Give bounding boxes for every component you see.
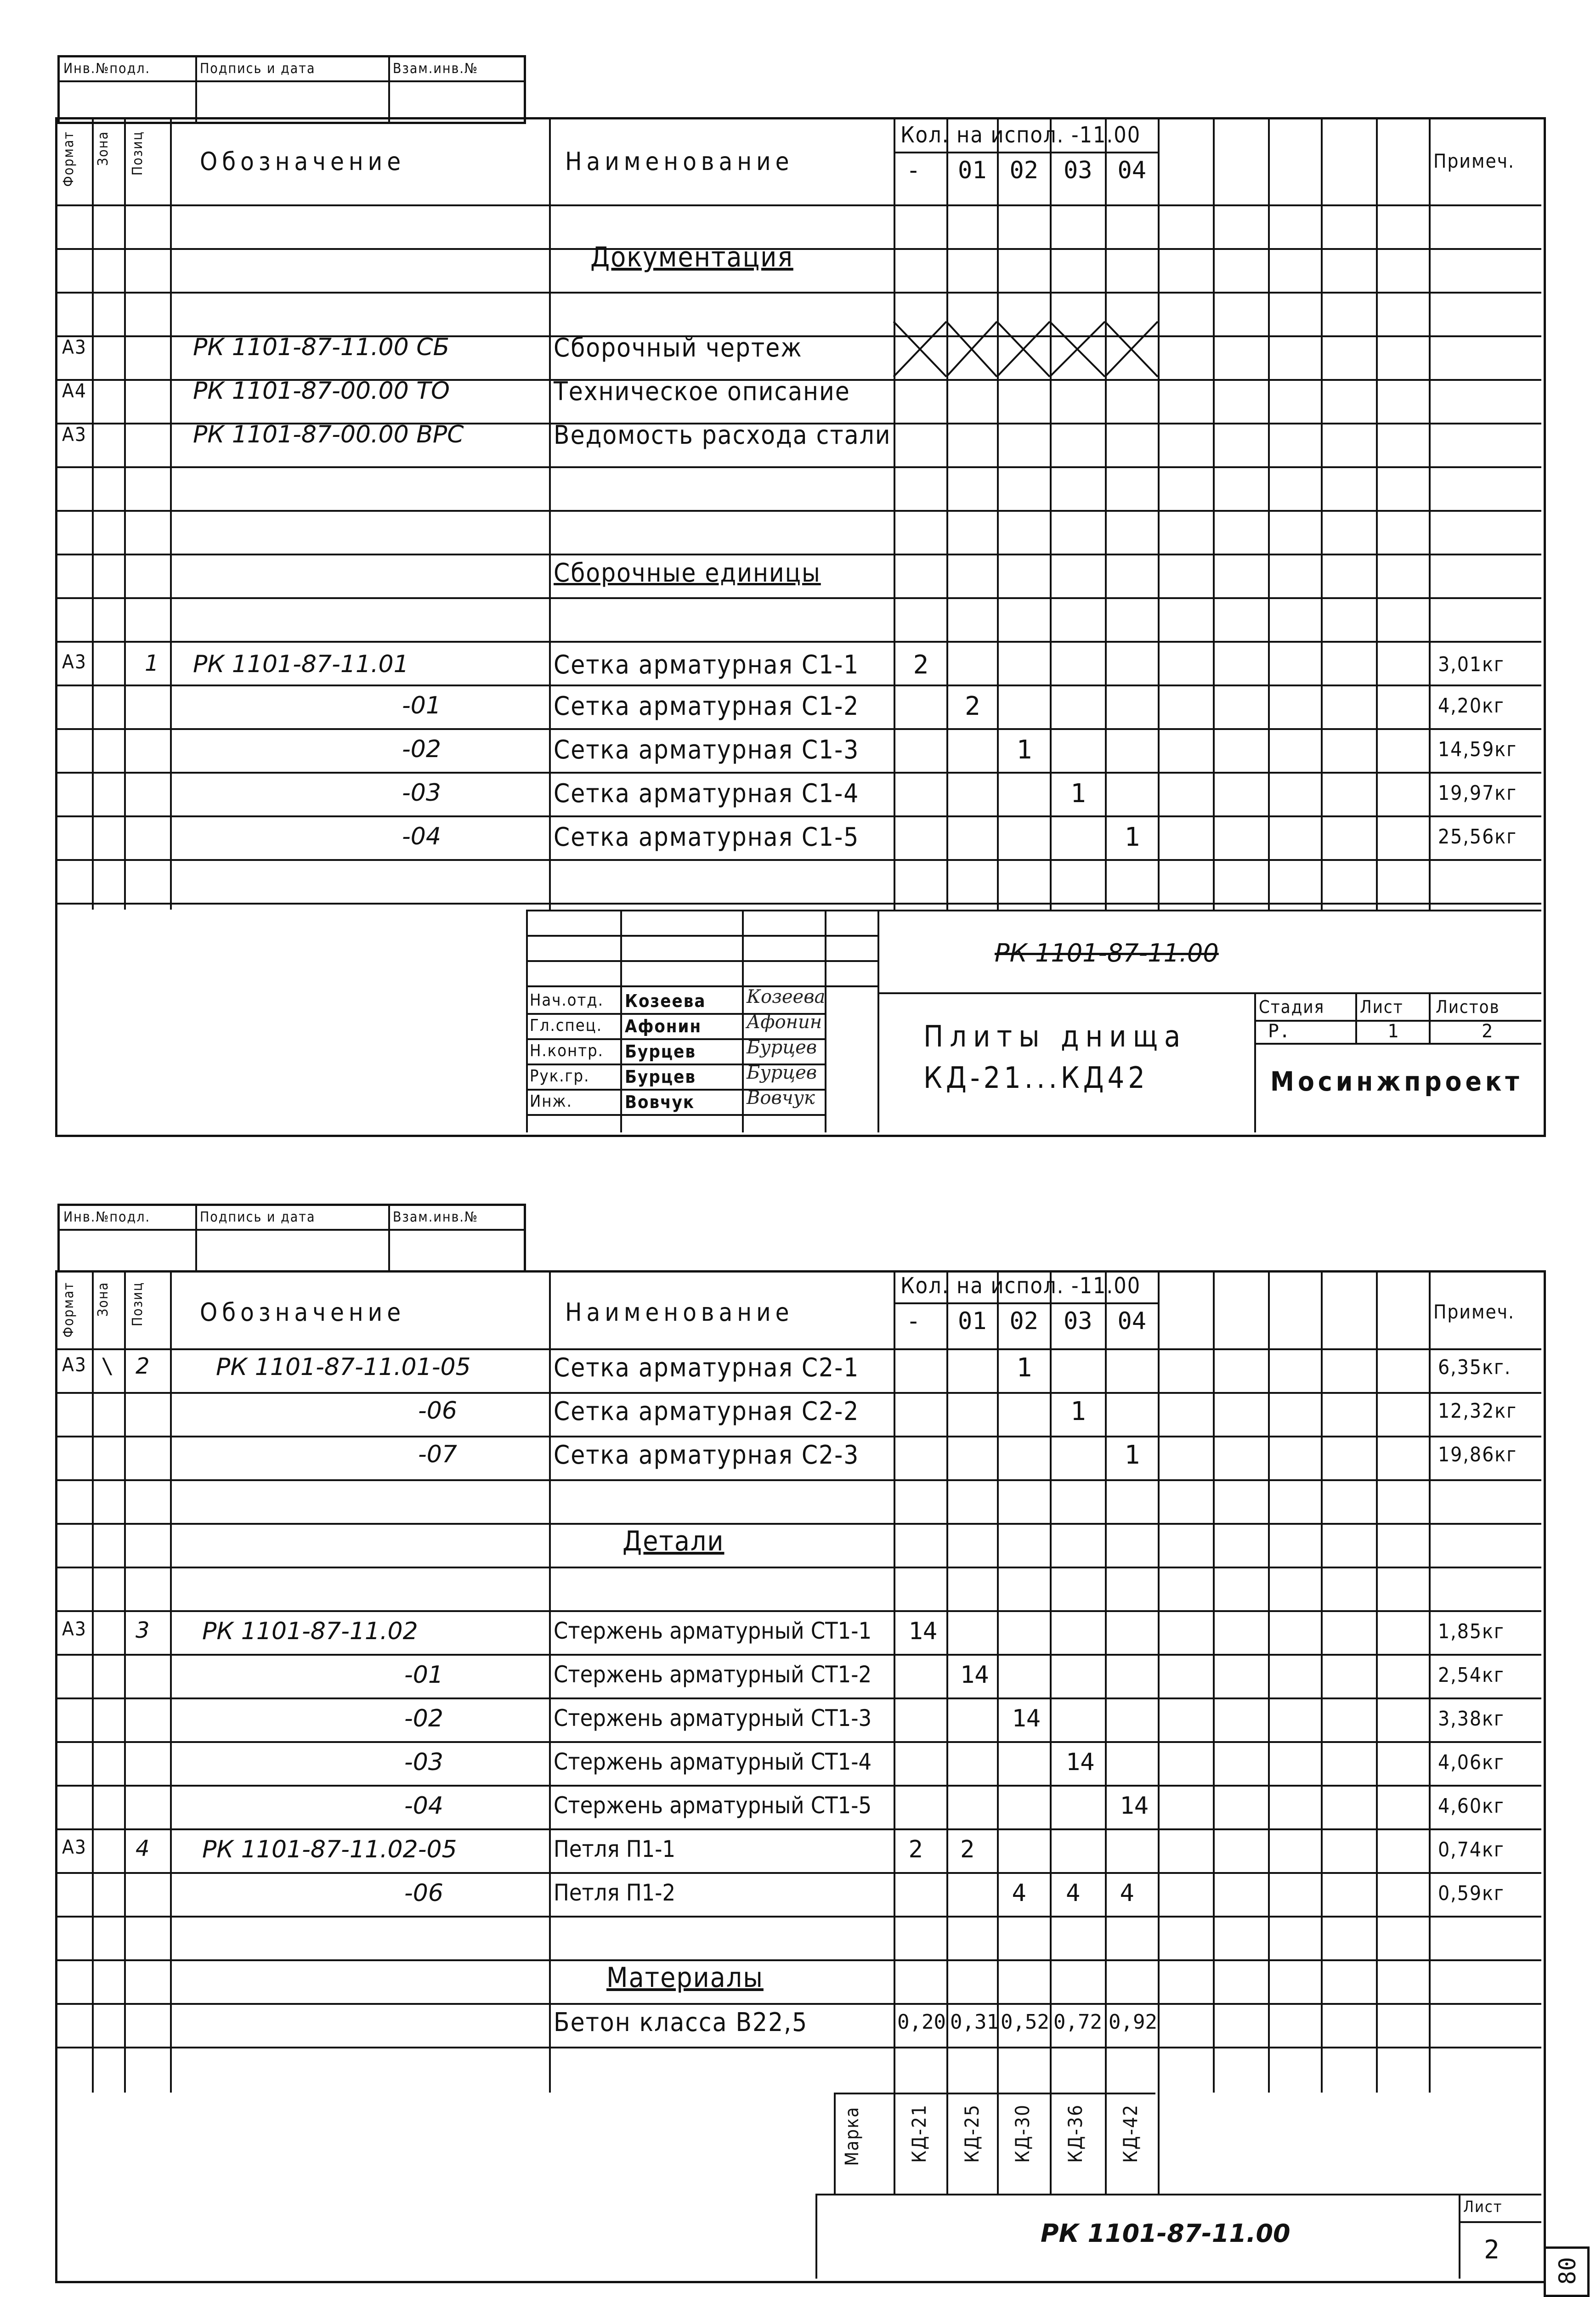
unit-poz: 2 bbox=[136, 1353, 150, 1379]
unit-note: 3,01кг bbox=[1438, 653, 1505, 676]
unit-naim: Сетка арматурная С1-1 bbox=[554, 650, 860, 680]
grid-rule-h bbox=[55, 1348, 1541, 1350]
material-qty: 0,31 bbox=[950, 2010, 999, 2034]
grid-rule-h bbox=[55, 1828, 1541, 1830]
grid-rule-h bbox=[55, 685, 1541, 686]
header-kol-col: 01 bbox=[958, 1307, 987, 1335]
approval-stamp-2 bbox=[57, 1204, 526, 1273]
doc-naim: Ведомость расхода стали bbox=[554, 420, 891, 450]
crossed-cells bbox=[0, 0, 1596, 413]
marka-value: КД-21 bbox=[908, 2104, 930, 2163]
unit-qty: 2 bbox=[913, 650, 929, 680]
unit-note: 25,56кг bbox=[1438, 825, 1517, 849]
grid-rule-h bbox=[55, 1610, 1541, 1612]
unit-oboz: -06 bbox=[418, 1397, 457, 1425]
unit-note: 4,20кг bbox=[1438, 694, 1505, 718]
sheets-value: 2 bbox=[1482, 1021, 1493, 1042]
signature-mark: Бурцев bbox=[747, 1037, 817, 1058]
detail-naim: Стержень арматурный СТ1-4 bbox=[554, 1748, 872, 1775]
grid-rule-h bbox=[55, 1654, 1541, 1656]
grid-rule-h bbox=[55, 2047, 1541, 2048]
unit-format: А3 bbox=[62, 651, 87, 673]
unit-naim: Сетка арматурная С1-5 bbox=[554, 822, 860, 852]
signatory-role: Инж. bbox=[530, 1092, 572, 1111]
section-materials: Материалы bbox=[606, 1962, 764, 1994]
grid-rule-v bbox=[1158, 2093, 1160, 2194]
header-naim: Наименование bbox=[565, 1298, 794, 1327]
material-qty: 0,92 bbox=[1109, 2010, 1157, 2034]
detail-qty: 2 bbox=[960, 1836, 975, 1863]
unit-oboz: -03 bbox=[402, 779, 441, 807]
material-qty: 0,72 bbox=[1053, 2010, 1102, 2034]
grid-rule-h bbox=[55, 772, 1541, 774]
unit-note: 12,32кг bbox=[1438, 1399, 1517, 1423]
grid-rule-h bbox=[55, 1916, 1541, 1918]
header-kol-col: 02 bbox=[1009, 1307, 1039, 1335]
title-doc-number: РК 1101-87-11.00 bbox=[995, 939, 1219, 967]
detail-format: А3 bbox=[62, 1836, 87, 1858]
grid-rule-v bbox=[1105, 2093, 1107, 2194]
unit-note: 6,35кг. bbox=[1438, 1356, 1511, 1379]
unit-qty: 1 bbox=[1070, 779, 1086, 809]
header-kol-col: - bbox=[906, 157, 921, 184]
grid-rule-h bbox=[55, 1785, 1541, 1787]
header-poz: Позиц bbox=[130, 131, 146, 176]
unit-qty: 1 bbox=[1124, 822, 1140, 852]
grid-rule-h bbox=[55, 466, 1541, 468]
detail-oboz: -06 bbox=[404, 1879, 443, 1907]
unit-naim: Сетка арматурная С1-4 bbox=[554, 779, 860, 809]
header-format: Формат bbox=[61, 1282, 77, 1338]
grid-rule-h bbox=[55, 597, 1541, 599]
sheet2-doc-number: РК 1101-87-11.00 bbox=[1041, 2219, 1290, 2248]
grid-rule-h bbox=[55, 1567, 1541, 1568]
grid-rule-h bbox=[55, 1523, 1541, 1525]
header-oboz: Обозначение bbox=[200, 1298, 406, 1327]
grid-rule-h bbox=[55, 2003, 1541, 2005]
signatory-role: Н.контр. bbox=[530, 1041, 604, 1060]
header-zona: Зона bbox=[95, 131, 111, 166]
approval-inv-label-2: Инв.№подл. bbox=[63, 1209, 151, 1225]
grid-rule-v bbox=[997, 2093, 999, 2194]
signature-mark: Афонин bbox=[747, 1012, 822, 1033]
unit-naim: Сетка арматурная С2-1 bbox=[554, 1353, 860, 1383]
marka-label: Марка bbox=[842, 2106, 863, 2166]
detail-note: 4,60кг bbox=[1438, 1794, 1505, 1818]
unit-note: 19,97кг bbox=[1438, 781, 1517, 805]
detail-note: 3,38кг bbox=[1438, 1707, 1505, 1731]
detail-format: А3 bbox=[62, 1618, 87, 1640]
detail-oboz: -03 bbox=[404, 1748, 443, 1776]
section-units: Сборочные единицы bbox=[554, 558, 821, 588]
detail-oboz: -01 bbox=[404, 1661, 443, 1689]
detail-oboz: РК 1101-87-11.02-05 bbox=[202, 1836, 457, 1863]
unit-oboz: РК 1101-87-11.01 bbox=[193, 651, 409, 678]
grid-rule-h bbox=[55, 859, 1541, 861]
detail-qty: 14 bbox=[1120, 1792, 1149, 1820]
marka-value: КД-42 bbox=[1119, 2104, 1142, 2163]
page-mark-value: 80 bbox=[1554, 2257, 1581, 2285]
material-naim: Бетон класса В22,5 bbox=[554, 2008, 808, 2037]
detail-note: 1,85кг bbox=[1438, 1620, 1505, 1643]
grid-rule-h bbox=[55, 510, 1541, 512]
header-kol-col: 03 bbox=[1064, 1307, 1092, 1335]
detail-qty: 4 bbox=[1012, 1879, 1026, 1907]
header-naim: Наименование bbox=[565, 147, 794, 176]
grid-rule-h bbox=[55, 554, 1541, 555]
unit-naim: Сетка арматурная С1-3 bbox=[554, 735, 860, 765]
doc-format: А4 bbox=[62, 379, 87, 402]
section-docs: Документация bbox=[590, 241, 793, 273]
marka-value: КД-30 bbox=[1011, 2104, 1034, 2163]
grid-rule-h bbox=[55, 1872, 1541, 1874]
grid-rule-h bbox=[526, 1114, 825, 1116]
approval-inv-label: Инв.№подл. bbox=[63, 61, 151, 77]
header-kol-col: 02 bbox=[1009, 157, 1039, 184]
doc-naim: Сборочный чертеж bbox=[554, 333, 803, 363]
doc-oboz: РК 1101-87-00.00 ТО bbox=[193, 377, 450, 405]
header-primech: Примеч. bbox=[1433, 150, 1515, 172]
unit-zona: \ bbox=[101, 1353, 114, 1378]
grid-rule-h bbox=[55, 903, 1541, 905]
unit-qty: 2 bbox=[965, 691, 980, 721]
stage-value: Р. bbox=[1268, 1021, 1290, 1042]
unit-qty: 1 bbox=[1016, 735, 1032, 765]
detail-poz: 4 bbox=[136, 1836, 150, 1861]
detail-note: 0,74кг bbox=[1438, 1838, 1505, 1861]
sheet2-sheet-label: Лист bbox=[1463, 2198, 1503, 2216]
signatory-name: Вовчук bbox=[625, 1092, 695, 1112]
header-primech: Примеч. bbox=[1433, 1301, 1515, 1323]
signatory-role: Нач.отд. bbox=[530, 991, 604, 1010]
signature-mark: Вовчук bbox=[747, 1087, 815, 1109]
grid-rule-h bbox=[55, 1697, 1541, 1699]
header-kol-col: 03 bbox=[1064, 157, 1092, 184]
approval-replace-label: Взам.инв.№ bbox=[393, 61, 479, 77]
detail-qty: 2 bbox=[908, 1836, 923, 1863]
grid-rule-h bbox=[55, 1436, 1541, 1437]
detail-naim: Петля П1-1 bbox=[554, 1836, 676, 1862]
detail-oboz: -02 bbox=[404, 1705, 443, 1732]
grid-rule-h bbox=[55, 1392, 1541, 1394]
header-kol-col: 01 bbox=[958, 157, 987, 184]
grid-rule-h bbox=[894, 1302, 1158, 1304]
marka-value: КД-36 bbox=[1064, 2104, 1087, 2163]
grid-rule-h bbox=[55, 1479, 1541, 1481]
approval-sign-label: Подпись и дата bbox=[200, 61, 316, 77]
doc-oboz: РК 1101-87-00.00 ВРС bbox=[193, 421, 464, 448]
grid-rule-h bbox=[55, 728, 1541, 730]
grid-rule-v bbox=[894, 2093, 895, 2194]
detail-note: 0,59кг bbox=[1438, 1882, 1505, 1905]
detail-naim: Стержень арматурный СТ1-3 bbox=[554, 1705, 872, 1731]
detail-poz: 3 bbox=[136, 1618, 150, 1643]
unit-format: А3 bbox=[62, 1353, 87, 1376]
marka-value: КД-25 bbox=[961, 2104, 983, 2163]
unit-poz: 1 bbox=[145, 651, 159, 676]
organization-name: Мосинжпроект bbox=[1270, 1066, 1523, 1097]
section-details: Детали bbox=[623, 1525, 724, 1557]
sheets-label: Листов bbox=[1436, 997, 1500, 1017]
grid-rule-v bbox=[946, 2093, 948, 2194]
header-oboz: Обозначение bbox=[200, 147, 406, 176]
material-qty: 0,20 bbox=[897, 2010, 946, 2034]
signatory-name: Козеева bbox=[625, 991, 706, 1011]
doc-format: А3 bbox=[62, 423, 87, 446]
unit-oboz: -02 bbox=[402, 735, 441, 763]
detail-note: 2,54кг bbox=[1438, 1663, 1505, 1687]
signature-mark: Козеева bbox=[747, 986, 826, 1007]
signatory-name: Бурцев bbox=[625, 1067, 696, 1087]
signatory-name: Афонин bbox=[625, 1016, 702, 1036]
grid-rule-h bbox=[55, 1959, 1541, 1961]
signatory-role: Гл.спец. bbox=[530, 1016, 602, 1035]
header-kol-col: 04 bbox=[1117, 1307, 1147, 1335]
marka-block bbox=[834, 2093, 1155, 2194]
sheet-value: 1 bbox=[1387, 1021, 1399, 1042]
signatory-role: Рук.гр. bbox=[530, 1067, 590, 1086]
title-line-1: Плиты днища bbox=[923, 1020, 1187, 1054]
grid-rule-v bbox=[1050, 2093, 1052, 2194]
detail-qty: 4 bbox=[1066, 1879, 1081, 1907]
title-line-2: КД-21...КД42 bbox=[923, 1061, 1149, 1095]
signature-mark: Бурцев bbox=[747, 1062, 817, 1083]
unit-qty: 1 bbox=[1124, 1440, 1140, 1470]
sheet-label: Лист bbox=[1360, 997, 1404, 1017]
grid-rule-h bbox=[55, 1741, 1541, 1743]
unit-naim: Сетка арматурная С2-2 bbox=[554, 1397, 860, 1426]
unit-note: 19,86кг bbox=[1438, 1443, 1517, 1466]
grid-rule-h bbox=[55, 641, 1541, 643]
header-format: Формат bbox=[61, 131, 77, 187]
unit-naim: Сетка арматурная С2-3 bbox=[554, 1440, 860, 1470]
approval-replace-label-2: Взам.инв.№ bbox=[393, 1209, 479, 1225]
detail-qty: 4 bbox=[1120, 1879, 1134, 1907]
detail-naim: Стержень арматурный СТ1-2 bbox=[554, 1661, 872, 1688]
stage-label: Стадия bbox=[1259, 997, 1325, 1017]
signatory-name: Бурцев bbox=[625, 1041, 696, 1062]
material-qty: 0,52 bbox=[1001, 2010, 1049, 2034]
page-mark bbox=[1544, 2246, 1590, 2297]
doc-naim: Техническое описание bbox=[554, 377, 850, 407]
detail-naim: Петля П1-2 bbox=[554, 1879, 676, 1906]
detail-qty: 14 bbox=[960, 1661, 989, 1689]
detail-oboz: -04 bbox=[404, 1792, 443, 1820]
sheet2-sheet-value: 2 bbox=[1484, 2235, 1500, 2265]
header-poz: Позиц bbox=[130, 1282, 146, 1327]
doc-oboz: РК 1101-87-11.00 СБ bbox=[193, 334, 450, 361]
unit-qty: 1 bbox=[1070, 1397, 1086, 1426]
header-kol-col: 04 bbox=[1117, 157, 1147, 184]
grid-rule-h bbox=[55, 815, 1541, 817]
detail-oboz: РК 1101-87-11.02 bbox=[202, 1618, 418, 1645]
header-kol: Кол. на испол. -11.00 bbox=[900, 1273, 1141, 1299]
detail-qty: 14 bbox=[908, 1618, 938, 1645]
header-zona: Зона bbox=[95, 1282, 111, 1317]
unit-naim: Сетка арматурная С1-2 bbox=[554, 691, 860, 721]
unit-oboz: -04 bbox=[402, 823, 441, 850]
unit-qty: 1 bbox=[1016, 1353, 1032, 1383]
doc-format: А3 bbox=[62, 336, 87, 358]
header-kol-col: - bbox=[906, 1307, 921, 1335]
unit-oboz: -07 bbox=[418, 1441, 457, 1468]
detail-qty: 14 bbox=[1066, 1748, 1095, 1776]
detail-note: 4,06кг bbox=[1438, 1751, 1505, 1774]
unit-note: 14,59кг bbox=[1438, 738, 1517, 761]
unit-oboz: -01 bbox=[402, 692, 441, 719]
unit-oboz: РК 1101-87-11.01-05 bbox=[216, 1353, 471, 1381]
header-kol: Кол. на испол. -11.00 bbox=[900, 122, 1141, 148]
detail-naim: Стержень арматурный СТ1-1 bbox=[554, 1618, 872, 1644]
bottom-stamp bbox=[815, 2194, 1541, 2279]
title-block bbox=[526, 910, 1541, 1132]
approval-sign-label-2: Подпись и дата bbox=[200, 1209, 316, 1225]
detail-naim: Стержень арматурный СТ1-5 bbox=[554, 1792, 872, 1819]
detail-qty: 14 bbox=[1012, 1705, 1041, 1732]
